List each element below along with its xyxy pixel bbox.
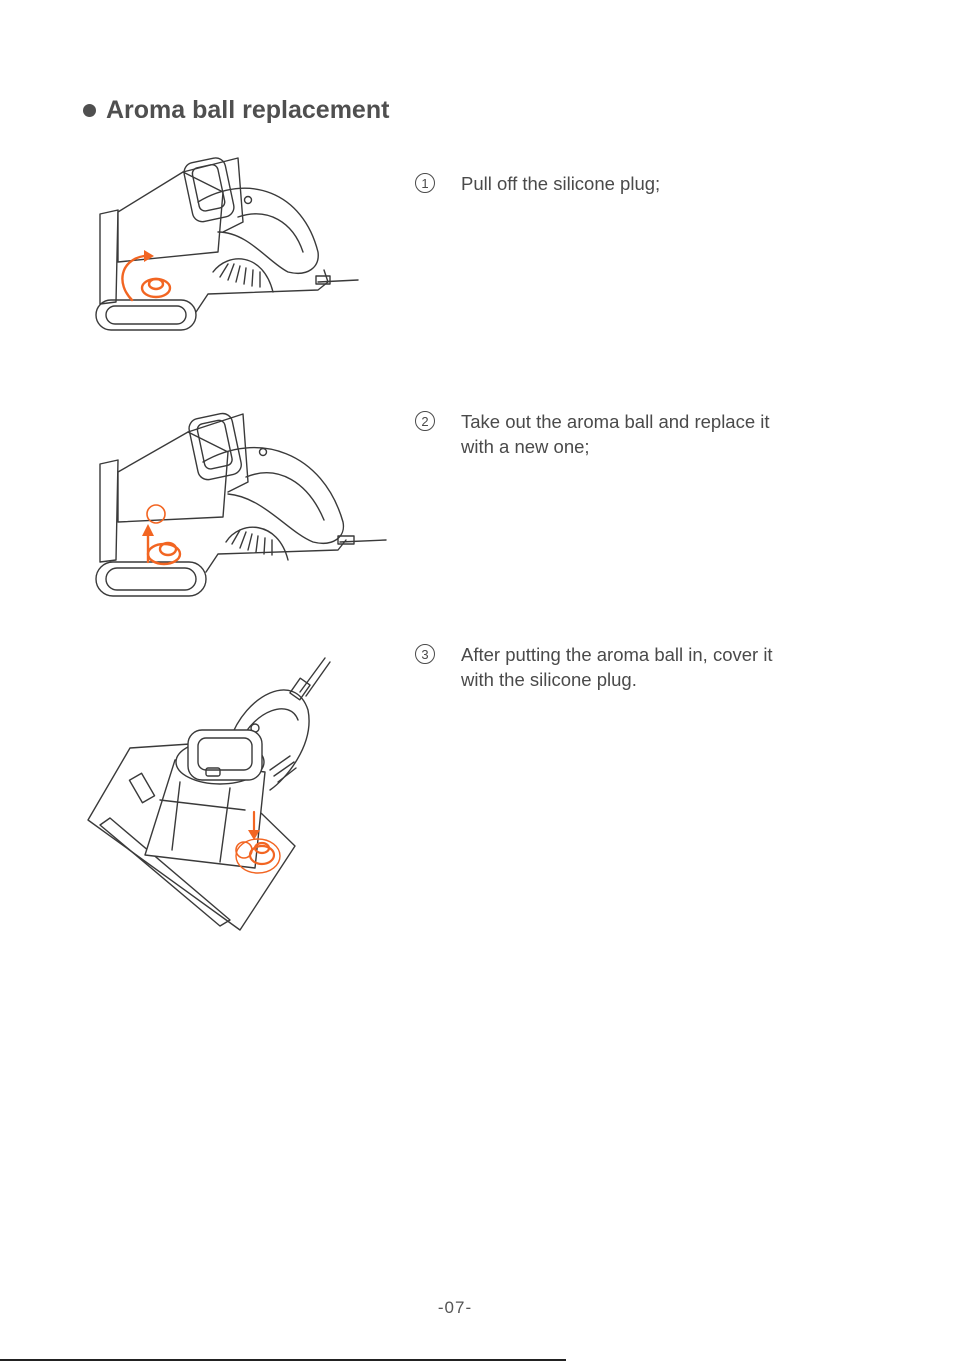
base-side <box>100 210 118 304</box>
step-text-1: Pull off the silicone plug; <box>461 173 661 194</box>
illustration-step-1 <box>88 152 368 342</box>
section-title: Aroma ball replacement <box>106 96 390 124</box>
step-text-3: After putting the aroma ball in, cover it with the silicone plug. <box>461 644 773 690</box>
step-number-2: 2 <box>415 411 435 431</box>
step-2 <box>415 409 806 459</box>
step-number-3: 3 <box>415 644 435 664</box>
bullet-icon <box>83 104 96 117</box>
illustration-step-3 <box>80 650 360 940</box>
step-3 <box>415 642 806 692</box>
step-number-1: 1 <box>415 173 435 193</box>
base-front <box>96 300 196 330</box>
footer-divider <box>0 1359 566 1361</box>
step-1 <box>415 171 806 196</box>
rotate-arrow <box>122 256 144 300</box>
section-heading <box>83 96 389 125</box>
illustration-step-2 <box>88 402 388 602</box>
page-number: -07- <box>437 1298 473 1317</box>
step-text-2: Take out the aroma ball and replace it with a new one; <box>461 411 770 457</box>
